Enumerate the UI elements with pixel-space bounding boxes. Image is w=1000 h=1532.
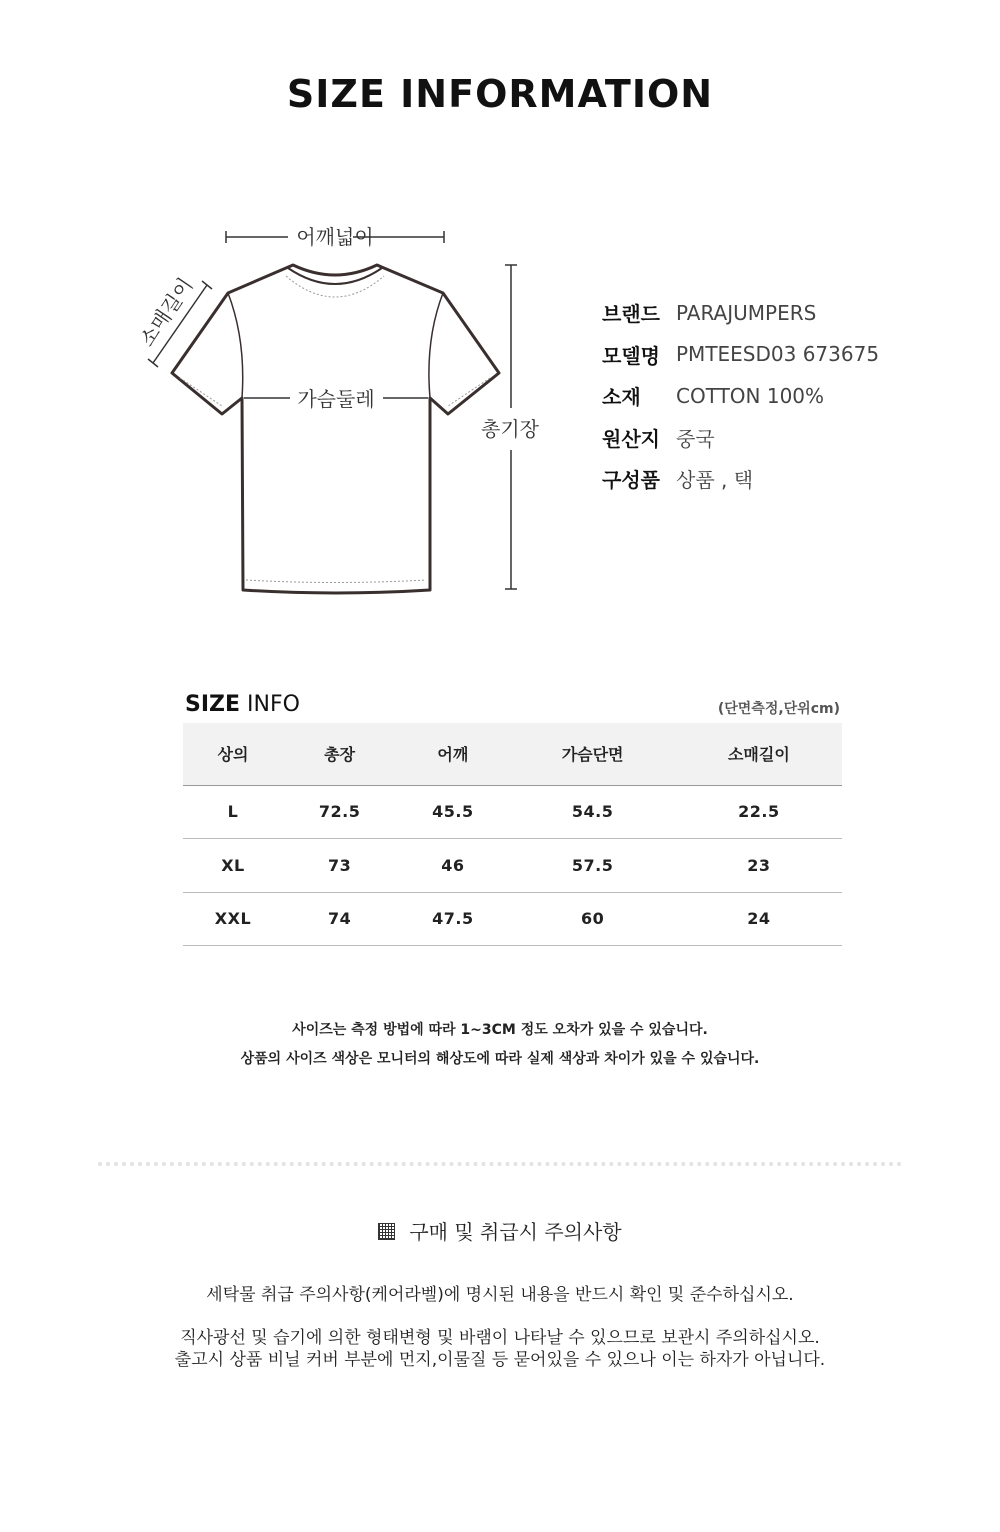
table-cell: L [227,802,239,822]
label-length: 총기장 [481,417,539,441]
care-title [0,1216,1000,1245]
spec-value: PARAJUMPERS [676,300,817,325]
table-cell: 45.5 [432,802,474,822]
col-header: 가슴단면 [561,745,624,765]
table-cell: 74 [327,909,352,929]
care-title-text: 구매 및 취급시 주의사항 [409,1220,622,1244]
table-cell: 54.5 [571,802,614,822]
col-header: 어깨 [437,745,469,765]
unit-note: (단면측정,단위cm) [717,701,840,717]
spec-value: 상품 , 택 [676,468,754,493]
size-table [183,723,842,946]
spec-components [602,458,879,500]
size-info-title-bold: SIZE [185,692,241,717]
table-header-row [183,723,842,785]
table-cell: 46 [441,855,465,875]
checkered-square-icon [378,1223,395,1240]
size-info-title-rest: INFO [240,692,300,717]
spec-value: 중국 [676,426,715,451]
col-header: 상의 [217,745,249,765]
size-note: 사이즈는 측정 방법에 따라 1~3CM 정도 오차가 있을 수 있습니다. [292,1022,708,1038]
table-cell: 73 [327,855,352,875]
table-cell: XXL [214,909,252,929]
spec-value: PMTEESD03 673675 [676,342,880,367]
care-line: 출고시 상품 비닐 커버 부분에 먼지,이물질 등 묻어있을 수 있으나 이는 하자가 아닙니다. [174,1350,826,1370]
col-header: 총장 [324,745,356,765]
table-row [183,785,842,839]
product-specs [602,292,879,500]
spec-key: 모델명 [602,343,660,368]
table-cell: 57.5 [571,855,614,875]
table-cell: 24 [747,909,771,929]
section-divider [98,1162,902,1166]
label-shoulder: 어깨넓이 [296,225,374,249]
spec-model [602,334,879,376]
size-info-title [185,692,300,717]
spec-key: 원산지 [602,426,660,451]
label-sleeve: 소매길이 [134,273,198,351]
col-header: 소매길이 [727,745,790,765]
spec-material [602,375,879,417]
size-notes [0,1016,1000,1074]
page-title: SIZE INFORMATION [286,72,714,116]
table-cell: XL [221,855,245,875]
table-cell: 47.5 [432,909,474,929]
table-row [183,892,842,946]
spec-value: COTTON 100% [676,383,825,408]
care-line: 직사광선 및 습기에 의한 형태변형 및 바램이 나타날 수 있으므로 보관시 주의하십시오. [180,1328,820,1348]
spec-key: 브랜드 [602,302,660,327]
spec-origin [602,417,879,459]
table-cell: 72.5 [318,802,361,822]
care-line: 세탁물 취급 주의사항(케어라벨)에 명시된 내용을 반드시 확인 및 준수하십시오. [206,1285,794,1305]
tshirt-outline [172,265,499,593]
spec-brand [602,292,879,334]
label-chest: 가슴둘레 [297,387,375,411]
spec-key: 소재 [602,385,641,410]
size-note: 상품의 사이즈 색상은 모니터의 해상도에 따라 실제 색상과 차이가 있을 수 있습니다. [240,1051,760,1067]
table-cell: 23 [747,855,771,875]
spec-key: 구성품 [602,468,660,493]
table-cell: 60 [580,909,605,929]
table-cell: 22.5 [738,802,780,822]
table-row [183,839,842,893]
